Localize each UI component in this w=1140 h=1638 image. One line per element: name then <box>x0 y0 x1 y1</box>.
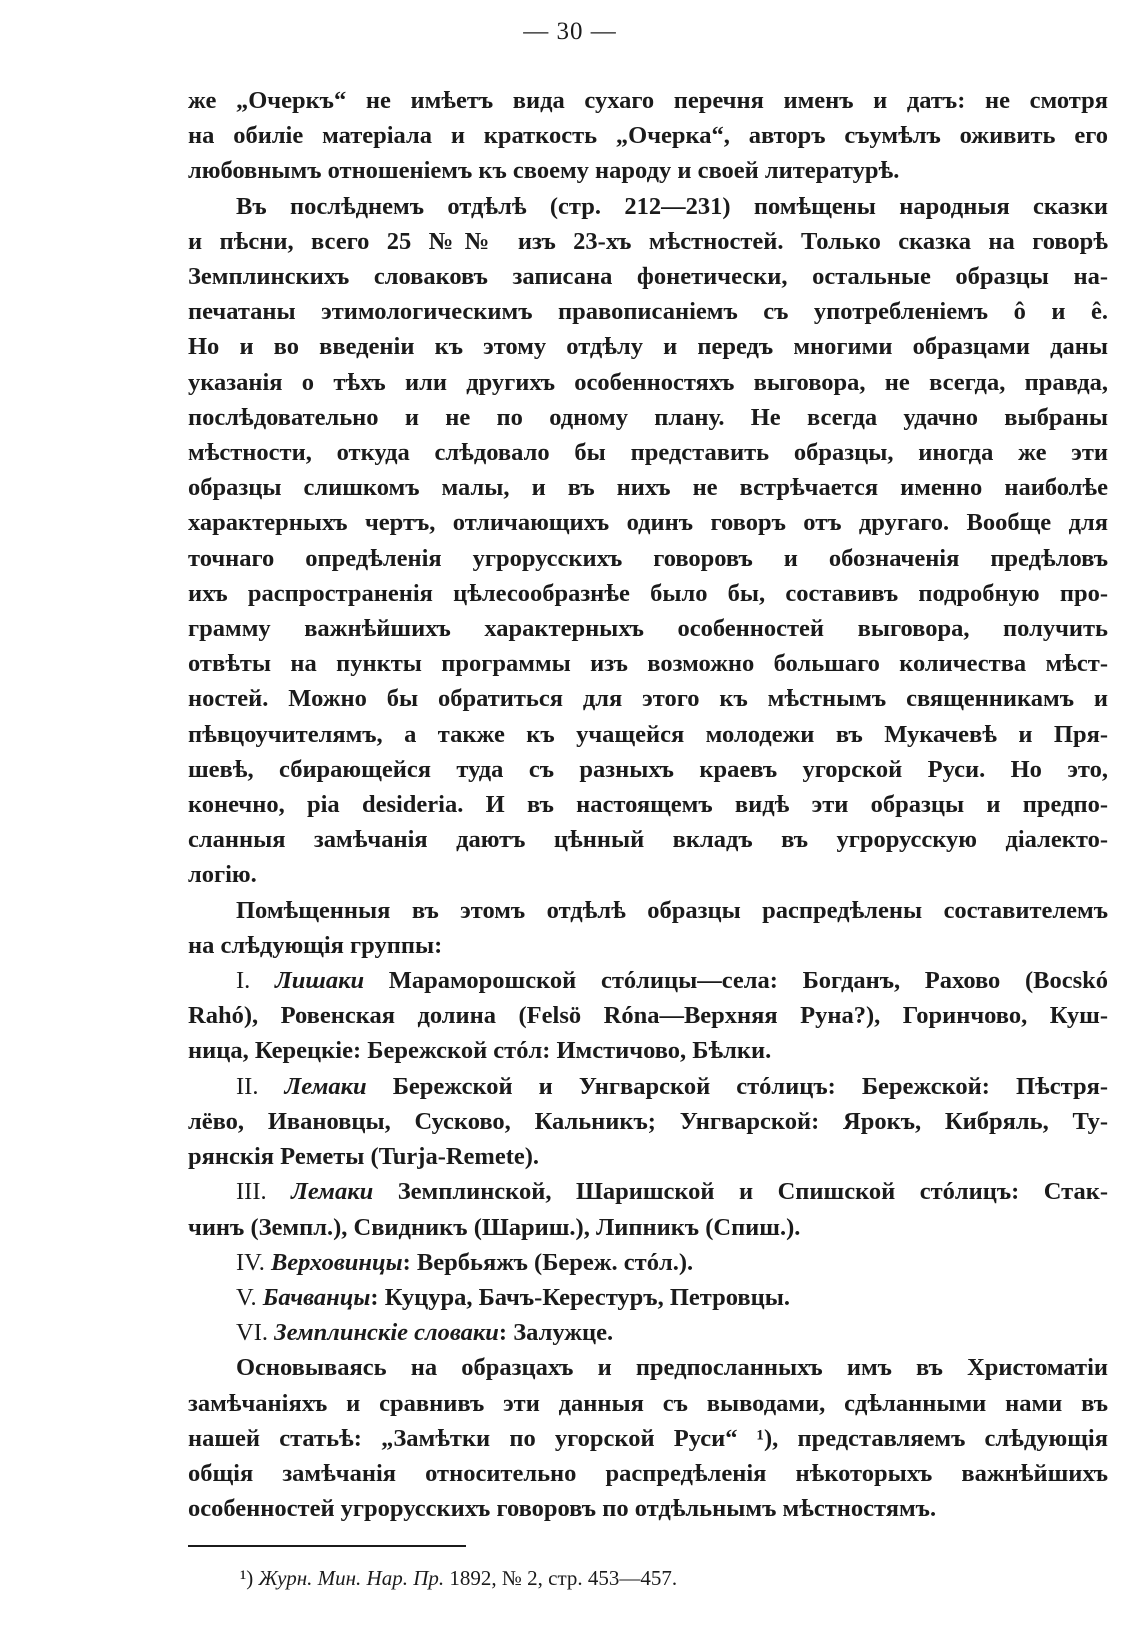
group-1-line: Rahó), Ровенская долина (Felsö Róna—Верхняя Руна?), Горинчово, Куш- <box>188 1002 1108 1030</box>
paragraph-2-line: указанія о тѣхъ или другихъ особенностяхъ выговора, не всегда, правда, <box>188 368 1108 396</box>
group-places: Мараморошской стóлицы—села: Богданъ, Рахово (Bocskó <box>364 967 1109 995</box>
group-numeral: V. <box>236 1283 257 1311</box>
paragraph-2-line: пѣвцоучителямъ, а также къ учащейся молодежи въ Мукачевѣ и Пря- <box>188 720 1108 748</box>
paragraph-2-line: Но и во введеніи къ этому отдѣлу и передъ многими образцами даны <box>188 333 1108 361</box>
footnote-details: 1892, № 2, стр. 453—457. <box>444 1566 678 1590</box>
footnote-divider <box>188 1545 466 1547</box>
footnote-source: Журн. Мин. Нар. Пр. <box>258 1566 445 1590</box>
paragraph-2-line: Земплинскихъ словаковъ записана фонетически, остальные образцы на- <box>188 263 1108 291</box>
paragraph-2-line: отвѣты на пункты программы изъ возможно большаго количества мѣст- <box>188 650 1108 678</box>
paragraph-3-line: Помѣщенныя въ этомъ отдѣлѣ образцы распредѣлены составителемъ <box>236 896 1108 924</box>
closing-paragraph-line: общія замѣчанія относительно распредѣленія нѣкоторыхъ важнѣйшихъ <box>188 1459 1108 1487</box>
paragraph-1-line: на обиліе матеріала и краткость „Очерка“, авторъ съумѣлъ оживить его <box>188 122 1108 150</box>
group-places: : Вербьяжъ (Береж. стóл.). <box>402 1248 694 1276</box>
footnote-marker: ¹) <box>240 1566 254 1590</box>
group-numeral: III. <box>236 1178 267 1206</box>
paragraph-3-line: на слѣдующія группы: <box>188 931 443 959</box>
paragraph-2-line: грамму важнѣйшихъ характерныхъ особенностей выговора, получить <box>188 615 1108 643</box>
closing-paragraph-line: особенностей угрорусскихъ говоровъ по отдѣльнымъ мѣстностямъ. <box>188 1495 937 1523</box>
group-places: : Куцура, Бачъ-Керестуръ, Петровцы. <box>370 1283 790 1311</box>
paragraph-2-line: точнаго опредѣленія угрорусскихъ говоровъ и обозначенія предѣловъ <box>188 544 1108 572</box>
group-4-line <box>188 1245 1108 1280</box>
group-name: Бачванцы <box>262 1283 371 1311</box>
paragraph-2-line: ихъ распространенія цѣлесообразнѣе было бы, составивъ подробную про- <box>188 579 1108 607</box>
group-numeral: IV. <box>236 1248 265 1276</box>
group-numeral: I. <box>236 967 251 995</box>
paragraph-2-line: ностей. Можно бы обратиться для этого къ мѣстнымъ священникамъ и <box>188 685 1108 713</box>
group-name: Лемаки <box>291 1178 374 1206</box>
paragraph-2-line: послѣдовательно и не по одному плану. Не всегда удачно выбраны <box>188 403 1108 431</box>
group-2-line: лёво, Ивановцы, Сусково, Кальникъ; Унгварской: Ярокъ, Кибряль, Ту- <box>188 1107 1108 1135</box>
group-places: Бережской и Унгварской стóлицъ: Бережской: Пѣстря- <box>366 1072 1108 1100</box>
group-2-line: рянскія Реметы (Turja-Remete). <box>188 1143 540 1171</box>
group-numeral: VI. <box>236 1319 268 1347</box>
closing-paragraph-line: замѣчаніяхъ и сравнивъ эти данныя съ выводами, сдѣланными нами въ <box>188 1389 1108 1417</box>
group-3-line: чинъ (Земпл.), Свидникъ (Шариш.), Липникъ (Спиш.). <box>188 1213 801 1241</box>
group-name: Верховинцы <box>270 1248 403 1276</box>
paragraph-1-line: любовнымъ отношеніемъ къ своему народу и своей литературѣ. <box>188 157 900 185</box>
group-places: Земплинской, Шаришской и Спишской стóлицъ: Стак- <box>373 1178 1109 1206</box>
group-places: : Залужце. <box>498 1319 614 1347</box>
closing-paragraph-line: Основываясь на образцахъ и предпосланныхъ имъ въ Христоматіи <box>236 1354 1108 1382</box>
paragraph-2-line: сланныя замѣчанія даютъ цѣнный вкладъ въ угрорусскую діалекто- <box>188 826 1108 854</box>
footnote <box>240 1566 677 1591</box>
group-name: Лишаки <box>274 967 365 995</box>
paragraph-2-line: образцы слишкомъ малы, и въ нихъ не встрѣчается именно наиболѣе <box>188 474 1108 502</box>
group-numeral: II. <box>236 1072 259 1100</box>
group-2-line <box>188 1069 1108 1104</box>
group-5-line <box>188 1280 1108 1315</box>
closing-paragraph-line: нашей статьѣ: „Замѣтки по угорской Руси“ ¹), представляемъ слѣдующія <box>188 1424 1108 1452</box>
group-name: Лемаки <box>284 1072 367 1100</box>
group-6-line <box>188 1315 1108 1350</box>
body-text <box>188 83 1108 1526</box>
paragraph-2-line: печатаны этимологическимъ правописаніемъ съ употребленіемъ ô и ê. <box>188 298 1108 326</box>
paragraph-2-line: логію. <box>188 861 257 889</box>
group-1-line <box>188 963 1108 998</box>
page-number: — 30 — <box>523 18 617 45</box>
paragraph-2-line: конечно, pia desideria. И въ настоящемъ видѣ эти образцы и предпо- <box>188 791 1108 819</box>
group-1-line: ница, Керецкіе: Бережской стóл: Имстичово, Бѣлки. <box>188 1037 772 1065</box>
group-3-line <box>188 1174 1108 1209</box>
group-name: Земплинскіе словаки <box>274 1319 499 1347</box>
paragraph-2-line: характерныхъ чертъ, отличающихъ одинъ говоръ отъ другаго. Вообще для <box>188 509 1108 537</box>
paragraph-2-line: шевѣ, сбирающейся туда съ разныхъ краевъ угорской Руси. Но это, <box>188 755 1108 783</box>
paragraph-2-line: Въ послѣднемъ отдѣлѣ (стр. 212—231) помѣщены народныя сказки <box>236 192 1108 220</box>
paragraph-2-line: мѣстности, откуда слѣдовало бы представить образцы, иногда же эти <box>188 439 1108 467</box>
paragraph-2-line: и пѣсни, всего 25 №№ изъ 23-хъ мѣстностей. Только сказка на говорѣ <box>188 227 1108 255</box>
paragraph-1-line: же „Очеркъ“ не имѣетъ вида сухаго перечня именъ и датъ: не смотря <box>188 87 1108 114</box>
